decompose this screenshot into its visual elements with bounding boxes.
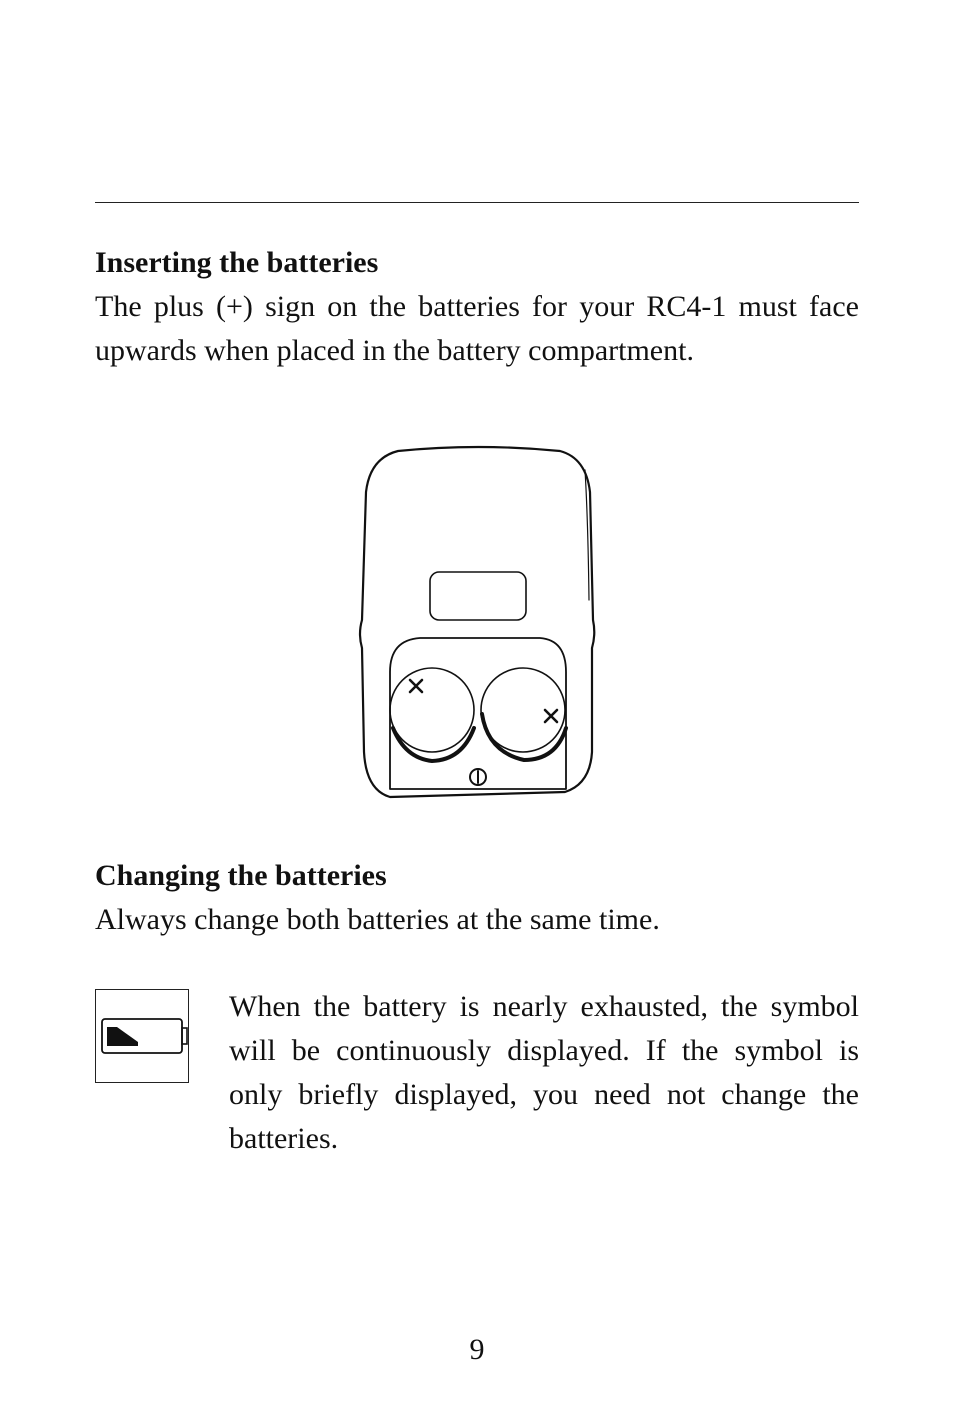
battery-symbol-note-text: When the battery is nearly exhausted, the symbol will be continuously displayed. If the symbol is only briefly displayed, you need not change the batteries. (229, 990, 859, 1155)
page-number: 9 (469, 1333, 485, 1366)
heading-changing-batteries: Changing the batteries (95, 859, 387, 892)
remote-battery-compartment-icon (356, 440, 600, 802)
low-battery-icon (95, 989, 189, 1083)
top-divider (95, 202, 859, 203)
heading-inserting-batteries: Inserting the batteries (95, 246, 379, 279)
changing-batteries-text: Always change both batteries at the same time. (95, 903, 660, 936)
inserting-batteries-text: The plus (+) sign on the batteries for your RC4-1 must face upwards when placed in the battery compartment. (95, 290, 859, 367)
